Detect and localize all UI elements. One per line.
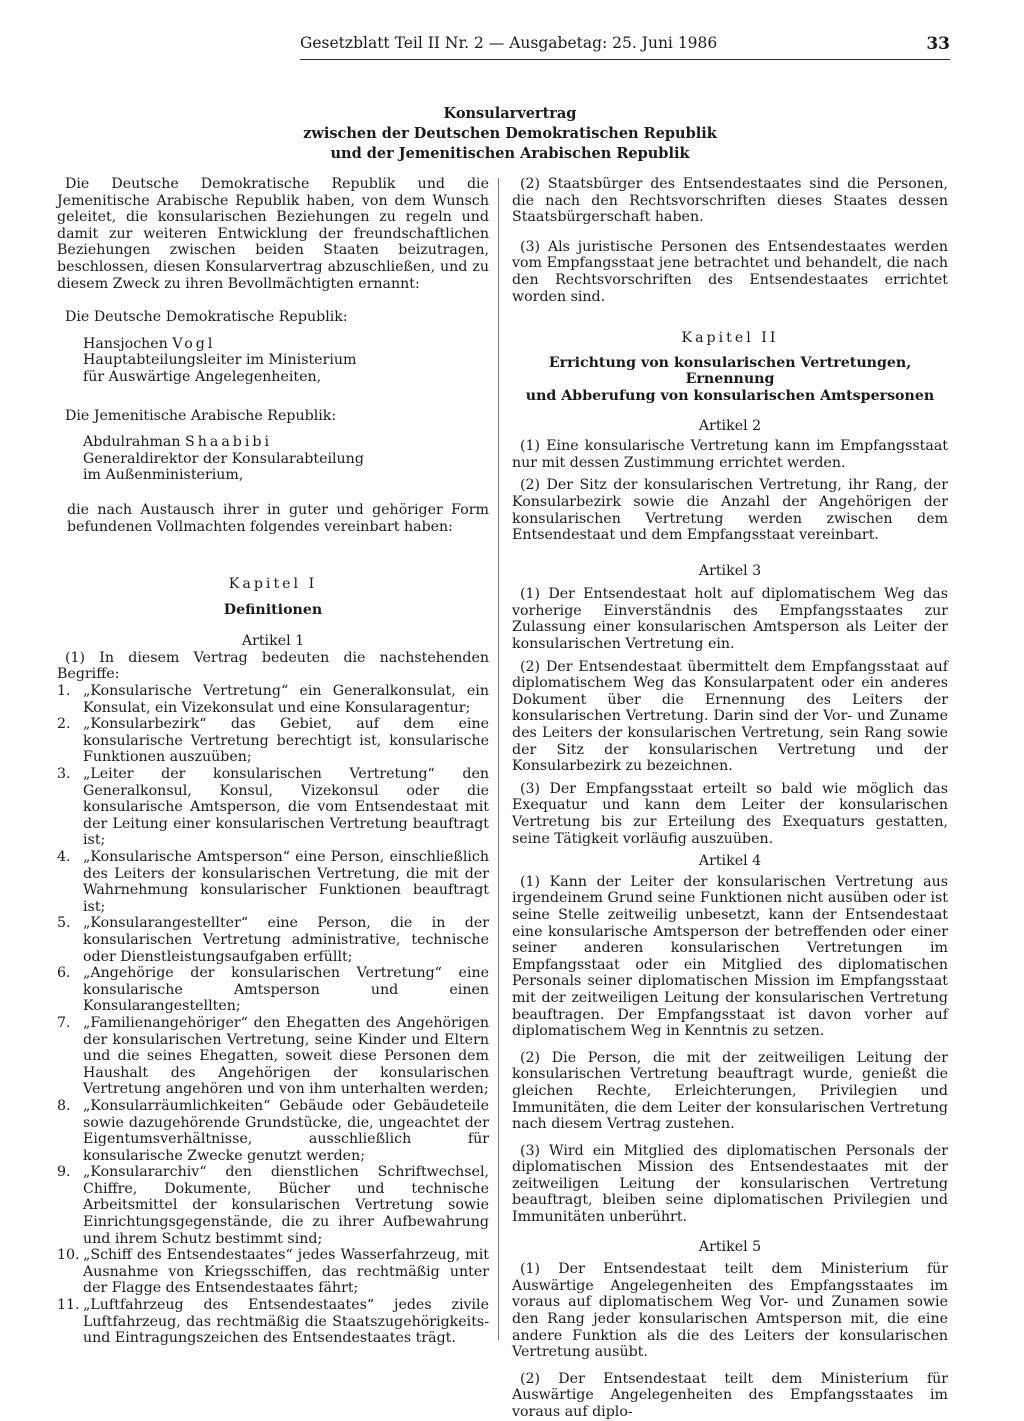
paragraph: (2) Der Sitz der konsularischen Vertretung, ihr Rang, der Konsularbezirk sowie die Anzahl der Angehörigen der konsularischen Vertretung werden zwischen dem Entsendestaat und dem Empfangsstaat vereinbart. [512, 477, 948, 544]
list-item: 2. „Konsularbezirk“ das Gebiet, auf dem eine konsularische Vertretung berechtigt ist, konsularische Funktionen auszuüben; [57, 716, 489, 766]
paragraph: (3) Wird ein Mitglied des diplomatischen Personals der diplomatischen Mission des Entsendestaates mit der zeitweiligen Leitung der konsularischen Vertretung beauftragt, bleiben seine diplomatischen Privilegien und Immunitäten unberührt. [512, 1142, 948, 1226]
article-intro: (1) In diesem Vertrag bedeuten die nachstehenden Begriffe: [57, 649, 489, 683]
list-item: 6. „Angehörige der konsularischen Vertretung“ eine konsularische Amtsperson und einen Konsularangestellten; [57, 965, 489, 1015]
article-heading: Artikel 3 [698, 562, 762, 579]
running-title: Gesetzblatt Teil II Nr. 2 — Ausgabetag: 25. Juni 1986 [300, 34, 718, 52]
list-item: 11. „Luftfahrzeug des Entsendestaates“ jedes zivile Luftfahrzeug, das rechtmäßig die Staatszugehörigkeits- und Eintragungszeichen des Entsendestaates trägt. [57, 1297, 489, 1347]
paragraph: (2) Der Entsendestaat übermittelt dem Empfangsstaat auf diplomatischem Weg das Konsularpatent oder ein anderes Dokument über die Ernennung des Leiters der konsularischen Vertretung. Darin sind der Vor- und Zuname des Leiters der konsularischen Vertretung, sein Rang sowie der Sitz der konsularischen Vertretung und der Konsularbezirk zu bezeichnen. [512, 658, 948, 775]
chapter-title: Errichtung von konsularischen Vertretungen, Ernennung und Abberufung von konsularischen Amtspersonen [525, 354, 935, 404]
article-heading: Artikel 2 [698, 417, 762, 434]
chapter-title: Definitionen [223, 601, 323, 618]
chapter-heading: Kapitel I [228, 576, 318, 593]
article-heading: Artikel 5 [698, 1238, 762, 1255]
column-divider [498, 178, 499, 1340]
position-line: im Außenministerium, [83, 467, 244, 484]
list-item: 5. „Konsularangestellter“ eine Person, die in der konsularischen Vertretung administrative, technische oder Dienstleistungsaufgaben erfüllt; [57, 915, 489, 965]
paragraph: (2) Die Person, die mit der zeitweiligen Leitung der konsularischen Vertretung beauftragt wurde, genießt die gleichen Rechte, Erleichterungen, Privilegien und Immunitäten, die dem Leiter der konsularischen Vertretung nach diesem Vertrag zustehen. [512, 1049, 948, 1133]
article-heading: Artikel 1 [241, 633, 305, 650]
list-item: 9. „Konsulararchiv“ den dienstlichen Schriftwechsel, Chiffre, Dokumente, Bücher und technische Arbeitsmittel der konsularischen Vertretung sowie Einrichtungsgegenstände, die zu ihrer Aufbewahrung und ihrem Schutz bestimmt sind; [57, 1164, 489, 1247]
chapter-heading: Kapitel II [681, 330, 779, 347]
surname: Shaabibi [185, 434, 273, 451]
plenipotentiary [83, 434, 489, 484]
list-item: 4. „Konsularische Amtsperson“ eine Person, einschließlich des Leiters der konsularischen Vertretung, die mit der Wahrnehmung konsularischer Funktionen beauftragt ist; [57, 849, 489, 915]
list-item: 1. „Konsularische Vertretung“ ein Generalkonsulat, ein Konsulat, ein Vizekonsulat und eine Konsularagentur; [57, 683, 489, 716]
position-line: für Auswärtige Angelegenheiten, [83, 368, 322, 385]
right-column [512, 176, 948, 1421]
list-item: 3. „Leiter der konsularischen Vertretung“ den Generalkonsul, Konsul, Vizekonsul oder die konsularische Amtsperson, die vom Entsendestaat mit der Leitung einer konsularischen Vertretung beauftragt ist; [57, 766, 489, 849]
paragraph: (1) Eine konsularische Vertretung kann im Empfangsstaat nur mit dessen Zustimmung errichtet werden. [512, 438, 948, 471]
closing-clause: die nach Austausch ihrer in guter und gehöriger Form befundenen Vollmachten folgendes vereinbart haben: [67, 501, 489, 535]
list-item: 7. „Familienangehöriger“ den Ehegatten des Angehörigen der konsularischen Vertretung, seine Kinder und Eltern und die seines Ehegatten, soweit diese Personen dem Haushalt des Angehörigen der konsularischen Vertretung angehören und von ihm unterhalten werden; [57, 1014, 489, 1098]
page-number: 33 [926, 34, 950, 54]
definitions-list [57, 683, 489, 1347]
preamble: Die Deutsche Demokratische Republik und die Jemenitische Arabische Republik haben, von dem Wunsch geleitet, die konsularischen Beziehungen zu regeln und damit zur weiteren Entwicklung der freundschaftlichen Beziehungen zwischen beiden Staaten beizutragen, beschlossen, diesen Konsularvertrag abzuschließen, und zu diesem Zweck zu ihren Bevollmächtigten ernannt: [57, 176, 489, 292]
party-label: Die Jemenitische Arabische Republik: [65, 407, 337, 424]
paragraph: (2) Staatsbürger des Entsendestaates sind die Personen, die nach den Rechtsvorschriften dieses Staates dessen Staatsbürgerschaft haben. [512, 176, 948, 226]
title-line: Konsularvertrag [443, 105, 577, 122]
position-line: Hauptabteilungsleiter im Ministerium [83, 352, 357, 369]
party-label: Die Deutsche Demokratische Republik: [65, 309, 348, 326]
paragraph: (3) Als juristische Personen des Entsendestaates werden vom Empfangsstaat jene betrachtet und behandelt, die nach den Rechtsvorschriften des Entsendestaates errichtet worden sind. [512, 238, 948, 305]
paragraph: (1) Der Entsendestaat holt auf diplomatischem Weg das vorherige Einverständnis des Empfangsstaates zur Zulassung einer konsularischen Amtsperson als Leiter der konsularischen Vertretung ein. [512, 586, 948, 653]
paragraph: (3) Der Empfangsstaat erteilt so bald wie möglich das Exequatur und kann dem Leiter der konsularischen Vertretung bis zur Erteilung des Exequaturs gestatten, seine Tätigkeit vorläufig auszuüben. [512, 780, 948, 847]
header-rule [300, 59, 950, 60]
paragraph: (1) Kann der Leiter der konsularischen Vertretung aus irgendeinem Grund seine Funktionen nicht ausüben oder ist seine Stelle zeitweilig unbesetzt, kann der Entsendestaat eine konsularische Amtsperson der betreffenden oder einer seiner anderen konsularischen Vertretungen im Empfangsstaat oder ein Mitglied des diplomatischen Personals seiner diplomatischen Mission im Empfangsstaat mit der zeitweiligen Leitung der konsularischen Vertretung beauftragen. Der Empfangsstaat ist davon vorher auf diplomatischem Weg in Kenntnis zu setzen. [512, 873, 948, 1040]
title-line: zwischen der Deutschen Demokratischen Republik [303, 125, 717, 142]
paragraph: (2) Der Entsendestaat teilt dem Ministerium für Auswärtige Angelegenheiten des Empfangsstaates im voraus auf diplo- [512, 1370, 948, 1420]
treaty-title [260, 104, 760, 164]
first-name: Hansjochen [83, 335, 168, 352]
plenipotentiary [83, 336, 489, 386]
surname: Vogl [172, 335, 216, 352]
first-name: Abdulrahman [83, 434, 181, 451]
title-line: und der Jemenitischen Arabischen Republik [330, 145, 690, 162]
position-line: Generaldirektor der Konsularabteilung [83, 450, 364, 467]
running-header [300, 34, 950, 60]
article-heading: Artikel 4 [698, 853, 762, 870]
paragraph: (1) Der Entsendestaat teilt dem Ministerium für Auswärtige Angelegenheiten des Empfangsstaates im voraus auf diplomatischem Weg Vor- und Zunamen sowie den Rang jeder konsularischen Amtsperson mit, die eine andere Funktion als die des Leiters der konsularischen Vertretung ausübt. [512, 1261, 948, 1361]
list-item: 8. „Konsularräumlichkeiten“ Gebäude oder Gebäudeteile sowie dazugehörende Grundstücke, die, ungeachtet der Eigentumsverhältnisse, ausschließlich für konsularische Zwecke genutzt werden; [57, 1097, 489, 1164]
left-column [57, 176, 489, 1347]
list-item: 10. „Schiff des Entsendestaates“ jedes Wasserfahrzeug, mit Ausnahme von Kriegsschiffen, das rechtmäßig unter der Flagge des Entsendestaates fährt; [57, 1247, 489, 1297]
